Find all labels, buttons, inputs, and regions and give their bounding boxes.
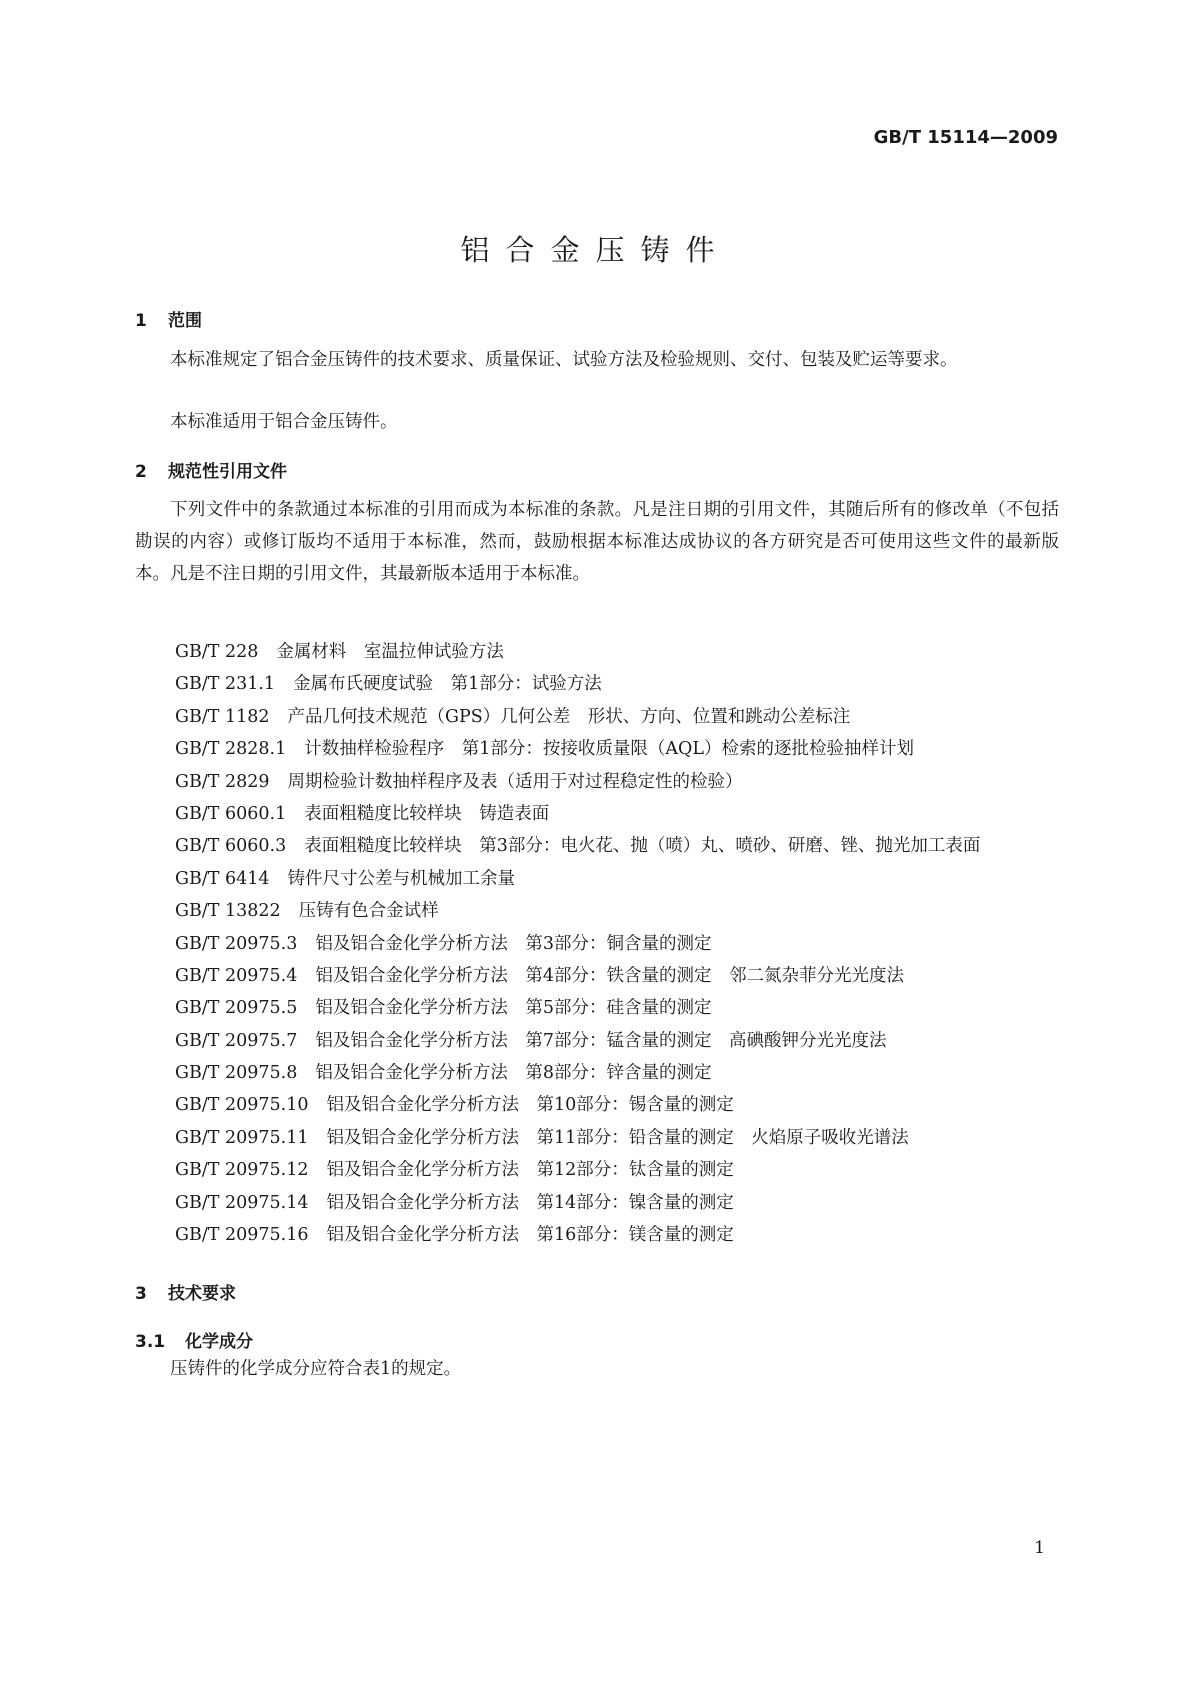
reference-list: [175, 636, 980, 1251]
reference-title: 表面粗糙度比较样块 第3部分：电火花、抛（喷）丸、喷砂、研磨、锉、抛光加工表面: [304, 836, 981, 857]
reference-code: GB/T 20975.14: [175, 1192, 309, 1213]
reference-title: 铝及铝合金化学分析方法 第16部分：镁含量的测定: [326, 1225, 734, 1246]
reference-title: 计数抽样检验程序 第1部分：按接收质量限（AQL）检索的逐批检验抽样计划: [304, 739, 914, 760]
reference-title: 铝及铝合金化学分析方法 第4部分：铁含量的测定 邻二氮杂菲分光光度法: [315, 965, 904, 986]
reference-code: GB/T 6414: [175, 868, 270, 889]
reference-item: [175, 733, 980, 765]
reference-title: 铝及铝合金化学分析方法 第3部分：铜含量的测定: [315, 933, 712, 954]
reference-code: GB/T 2829: [175, 771, 270, 792]
reference-code: GB/T 20975.4: [175, 965, 298, 986]
reference-code: GB/T 20975.16: [175, 1225, 309, 1246]
section-title: 技术要求: [168, 1284, 236, 1304]
document-title: 铝合金压铸件: [460, 233, 731, 267]
reference-code: GB/T 20975.10: [175, 1095, 309, 1116]
scope-paragraph-1: 本标准规定了铝合金压铸件的技术要求、质量保证、试验方法及检验规则、交付、包装及贮运等要求。: [170, 350, 958, 370]
reference-code: GB/T 20975.12: [175, 1160, 309, 1181]
reference-item: [175, 830, 980, 862]
reference-item: [175, 668, 980, 700]
reference-item: [175, 798, 980, 830]
section-number: 3: [135, 1284, 147, 1304]
section-number: 1: [135, 311, 147, 331]
reference-title: 压铸有色合金试样: [298, 901, 439, 922]
reference-title: 铝及铝合金化学分析方法 第11部分：铅含量的测定 火焰原子吸收光谱法: [326, 1127, 909, 1148]
reference-title: 铝及铝合金化学分析方法 第7部分：锰含量的测定 高碘酸钾分光光度法: [315, 1030, 887, 1051]
subsection-title: 化学成分: [185, 1332, 253, 1352]
chemical-composition-text: 压铸件的化学成分应符合表1的规定。: [170, 1359, 462, 1379]
page-number: 1: [1034, 1538, 1045, 1558]
section-title: 规范性引用文件: [168, 462, 287, 482]
reference-code: GB/T 20975.8: [175, 1063, 298, 1084]
reference-item: [175, 1219, 980, 1251]
reference-item: [175, 1122, 980, 1154]
reference-title: 铸件尺寸公差与机械加工余量: [287, 868, 516, 889]
reference-code: GB/T 13822: [175, 901, 281, 922]
reference-code: GB/T 6060.1: [175, 803, 287, 824]
references-intro: 下列文件中的条款通过本标准的引用而成为本标准的条款。凡是注日期的引用文件，其随后所有的修改单（不包括勘误的内容）或修订版均不适用于本标准，然而，鼓励根据本标准达成协议的各方研究是否可使用这些文件的最新版本。凡是不注日期的引用文件，其最新版本适用于本标准。: [135, 500, 1059, 584]
scope-paragraph-2: 本标准适用于铝合金压铸件。: [170, 412, 398, 432]
reference-item: [175, 636, 980, 668]
reference-item: [175, 1089, 980, 1121]
reference-title: 铝及铝合金化学分析方法 第12部分：钛含量的测定: [326, 1160, 734, 1181]
section-heading-technical-requirements: [135, 1279, 236, 1304]
reference-item: [175, 895, 980, 927]
reference-item: [175, 701, 980, 733]
reference-code: GB/T 6060.3: [175, 836, 287, 857]
section-heading-references: [135, 457, 287, 482]
reference-item: [175, 928, 980, 960]
reference-title: 金属材料 室温拉伸试验方法: [276, 642, 504, 662]
reference-title: 表面粗糙度比较样块 铸造表面: [304, 803, 550, 824]
reference-code: GB/T 20975.7: [175, 1030, 298, 1051]
reference-code: GB/T 20975.3: [175, 933, 298, 954]
reference-title: 铝及铝合金化学分析方法 第8部分：锌含量的测定: [315, 1063, 712, 1084]
reference-code: GB/T 228: [175, 642, 259, 662]
reference-code: GB/T 1182: [175, 706, 270, 727]
reference-item: [175, 1187, 980, 1219]
reference-title: 铝及铝合金化学分析方法 第5部分：硅含量的测定: [315, 998, 712, 1019]
reference-item: [175, 766, 980, 798]
reference-item: [175, 1154, 980, 1186]
reference-code: GB/T 20975.11: [175, 1127, 309, 1148]
section-heading-scope: [135, 306, 202, 331]
reference-title: 金属布氏硬度试验 第1部分：试验方法: [293, 674, 602, 695]
reference-item: [175, 960, 980, 992]
subsection-number: 3.1: [135, 1332, 166, 1352]
reference-code: GB/T 20975.5: [175, 998, 298, 1019]
reference-title: 铝及铝合金化学分析方法 第10部分：锡含量的测定: [326, 1095, 734, 1116]
reference-title: 铝及铝合金化学分析方法 第14部分：镍含量的测定: [326, 1192, 734, 1213]
reference-item: [175, 1025, 980, 1057]
reference-item: [175, 1057, 980, 1089]
section-number: 2: [135, 462, 147, 482]
reference-item: [175, 863, 980, 895]
reference-code: GB/T 231.1: [175, 674, 276, 695]
reference-title: 周期检验计数抽样程序及表（适用于对过程稳定性的检验）: [287, 771, 743, 792]
reference-title: 产品几何技术规范（GPS）几何公差 形状、方向、位置和跳动公差标注: [287, 706, 851, 727]
standard-number: GB/T 15114—2009: [873, 127, 1058, 148]
section-title: 范围: [168, 311, 202, 331]
reference-item: [175, 992, 980, 1024]
subsection-heading-chemical-composition: [135, 1327, 253, 1352]
reference-code: GB/T 2828.1: [175, 739, 287, 760]
